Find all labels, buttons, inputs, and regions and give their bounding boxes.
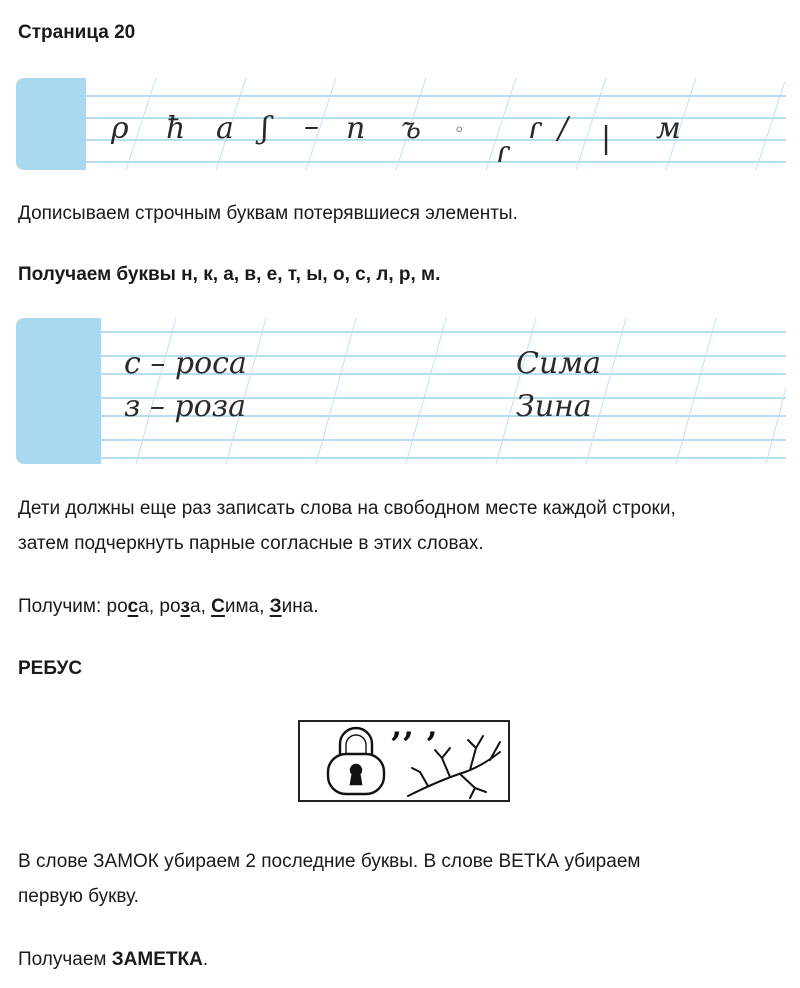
paragraph-rebus-explanation-line1: В слове ЗАМОК убираем 2 последние буквы. В слове ВЕТКА убираем — [18, 851, 641, 872]
hw-word: Сима — [516, 346, 602, 381]
paragraph-answer: Получим: роса, роза, Сима, Зина. — [18, 596, 319, 617]
rebus-picture — [298, 720, 510, 802]
hw-letter: м — [656, 111, 681, 146]
paragraph-instruction: Дописываем строчным буквам потерявшиеся элементы. — [18, 203, 518, 224]
rebus-answer-word: ЗАМЕТКА — [111, 949, 203, 970]
handwriting-strip-words — [16, 318, 786, 464]
rebus-heading: РЕБУС — [18, 658, 83, 679]
underlined-consonant: С — [211, 596, 225, 617]
hw-letter: / — [558, 111, 569, 146]
hw-word: Зина — [516, 389, 592, 424]
underlined-consonant: с — [127, 596, 139, 617]
page-title: Страница 20 — [18, 22, 136, 43]
hw-letter: ъ — [401, 111, 421, 146]
paragraph-rebus-explanation-line2: первую букву. — [18, 886, 139, 907]
paragraph-result-letters: Получаем буквы н, к, а, в, е, т, ы, о, с, л, р, м. — [18, 264, 441, 285]
hw-letter: ʃ — [261, 111, 270, 146]
padlock-icon — [328, 728, 384, 794]
hw-word: с – роса — [124, 346, 247, 381]
hw-letter: ɾ — [528, 111, 542, 146]
hw-letter: ɾ — [496, 135, 510, 170]
handwriting-strip-letters — [16, 78, 786, 170]
hw-letter: n — [346, 111, 366, 146]
hw-letter: ◦ — [454, 120, 465, 141]
paragraph-task-line1: Дети должны еще раз записать слова на свободном месте каждой строки, — [18, 498, 676, 519]
paragraph-task-line2: затем подчеркнуть парные согласные в этих словах. — [18, 533, 484, 554]
hw-letter: – — [304, 109, 319, 144]
paragraph-rebus-answer: Получаем ЗАМЕТКА. — [18, 949, 209, 970]
hw-letter: a — [216, 111, 234, 146]
rebus-commas: ’’ ’ — [390, 725, 438, 765]
hw-word: з – роза — [124, 389, 246, 424]
hw-letter: ρ — [111, 111, 129, 146]
underlined-consonant: з — [180, 596, 190, 617]
underlined-consonant: З — [269, 596, 282, 617]
hw-letter: ħ — [166, 111, 186, 146]
hw-letter: | — [601, 121, 612, 156]
